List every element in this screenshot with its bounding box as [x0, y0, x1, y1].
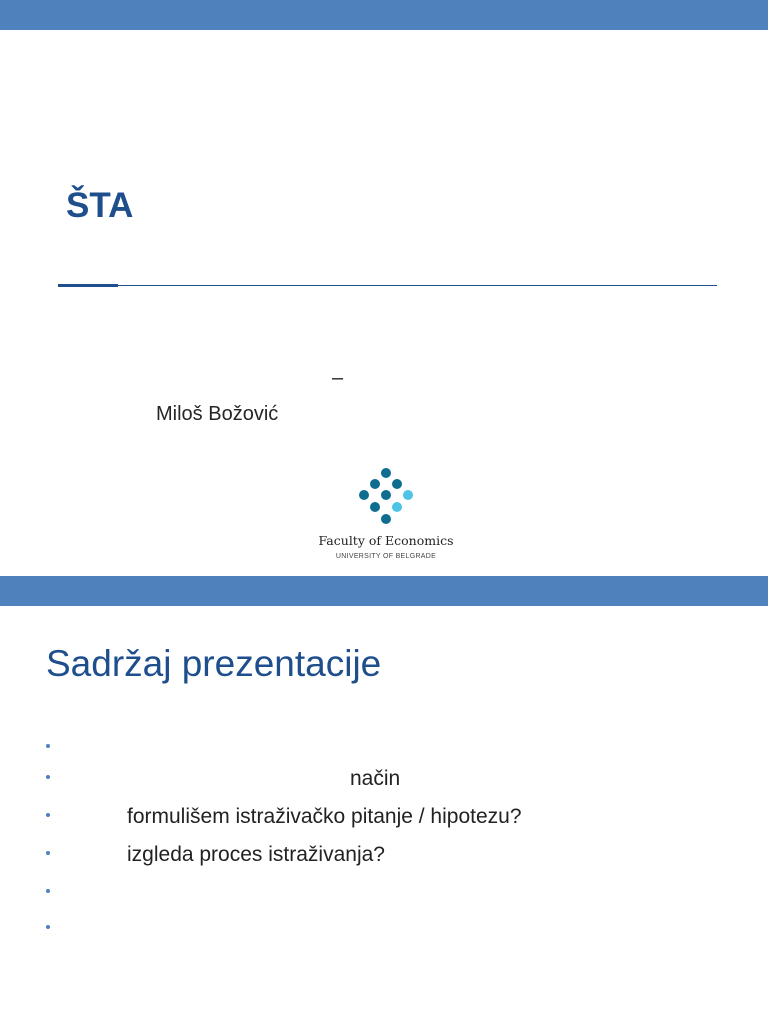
list-item-text: formulišem istraživačko pitanje / hipotezu?	[127, 805, 522, 828]
faculty-logo	[310, 464, 462, 564]
logo-dot	[392, 479, 402, 489]
top-accent-bar	[0, 0, 768, 30]
list-item	[0, 804, 768, 834]
list-item	[0, 766, 768, 796]
list-item	[0, 880, 768, 910]
list-item-text: izgleda proces istraživanja?	[127, 843, 385, 866]
logo-dot	[370, 502, 380, 512]
list-item	[0, 735, 768, 765]
logo-dot	[381, 514, 391, 524]
logo-dot	[381, 490, 391, 500]
top-accent-bar	[0, 576, 768, 606]
logo-dot	[403, 490, 413, 500]
subtitle-dash: –	[332, 367, 344, 389]
faculty-logo-icon	[310, 464, 462, 530]
bullet-icon	[46, 925, 50, 929]
logo-title: Faculty of Economics	[318, 533, 454, 548]
list-item	[0, 916, 768, 946]
contents-heading: Sadržaj prezentacije	[46, 643, 382, 684]
logo-dot	[370, 479, 380, 489]
logo-dot	[359, 490, 369, 500]
logo-subtitle: UNIVERSITY OF BELGRADE	[335, 553, 437, 560]
bullet-icon	[46, 744, 50, 748]
bullet-icon	[46, 775, 50, 779]
author-name: Miloš Božović	[156, 403, 279, 425]
title-underline	[58, 285, 717, 286]
bullet-icon	[46, 813, 50, 817]
list-item-text: način	[350, 767, 401, 790]
list-item	[0, 842, 768, 872]
logo-dot	[392, 502, 402, 512]
slide-title: ŠTA	[66, 186, 134, 225]
bullet-icon	[46, 889, 50, 893]
logo-dot	[381, 468, 391, 478]
bullet-icon	[46, 851, 50, 855]
